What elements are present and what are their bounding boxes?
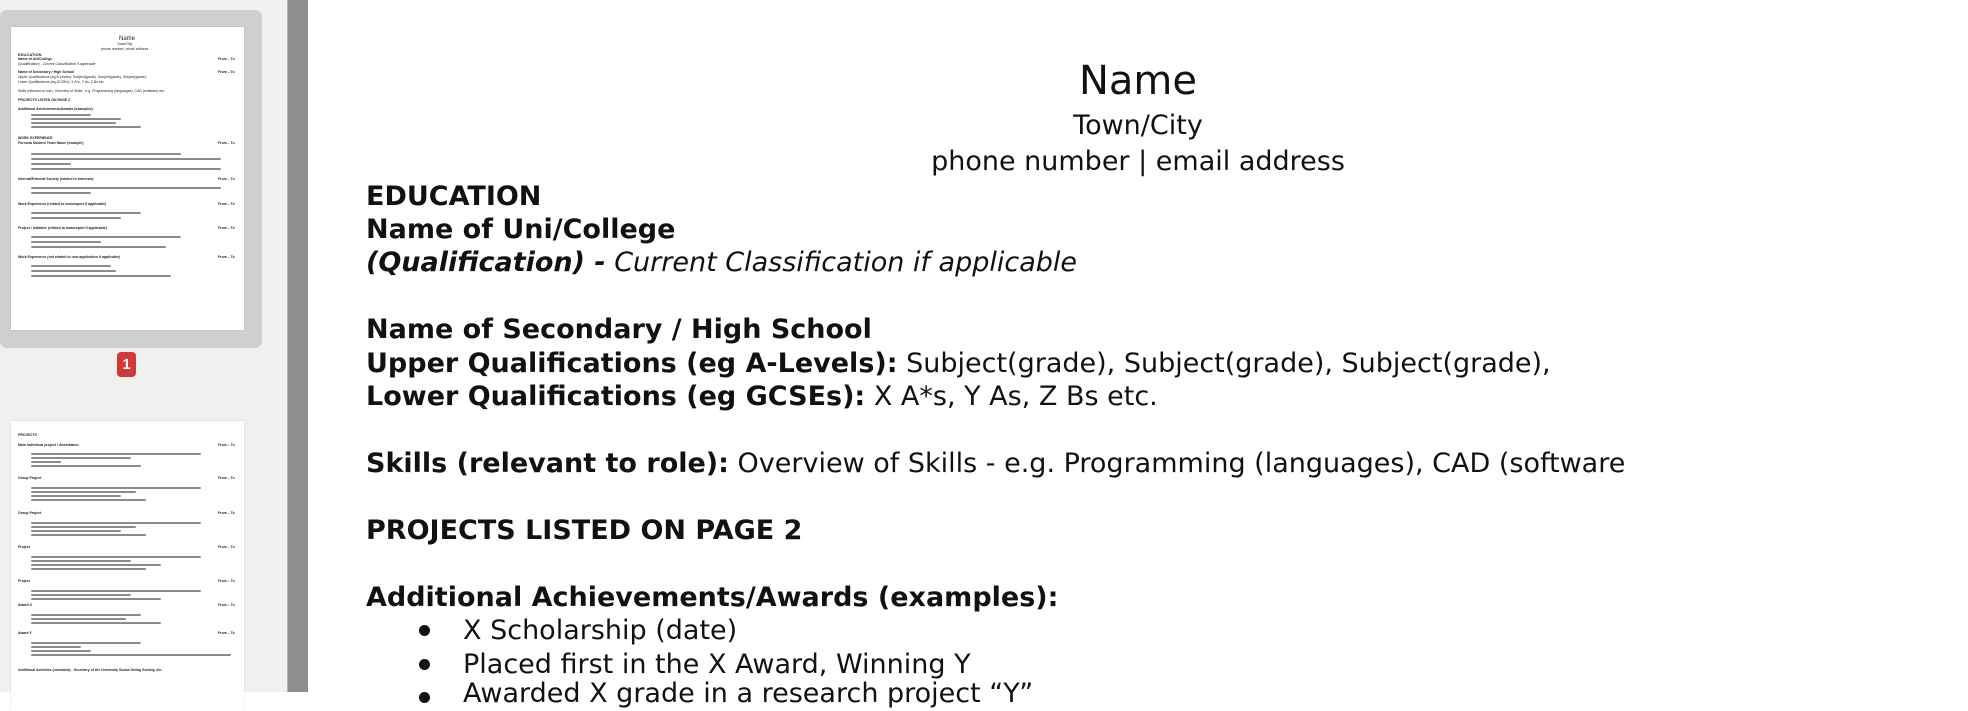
- thumb-text-line: [31, 158, 221, 160]
- thumb-text-line: [31, 598, 161, 600]
- thumb-text-line: [31, 534, 146, 536]
- education-heading: EDUCATION: [366, 181, 542, 212]
- upper-value: Subject(grade), Subject(grade), Subject(grade),: [906, 348, 1551, 379]
- skills-value: Overview of Skills - e.g. Programming (languages), CAD (software: [737, 448, 1626, 479]
- thumb2-main: Main individual project / dissertation: [18, 443, 79, 447]
- page-number-badge: 1: [117, 352, 136, 377]
- thumb-qualification: (Qualification) - Current Classification if applicable: [18, 62, 96, 66]
- lower-qualifications: [366, 383, 1158, 410]
- thumb-text-line: [31, 487, 201, 489]
- skills-label: Skills (relevant to role):: [366, 448, 729, 479]
- thumb-text-line: [31, 530, 121, 532]
- achievement-item: Placed first in the X Award, Winning Y: [463, 649, 971, 680]
- thumb-text-line: [31, 526, 136, 528]
- thumb2-additional: Additional Activities (unrelated) - Secretary of the University Scuba Diving Society, etc.: [18, 668, 163, 672]
- thumb-text-line: [31, 153, 181, 155]
- thumb-upper: Upper Qualifications (eg A-Levels): Subject(grade), Subject(grade), Subject(grade),: [18, 75, 147, 79]
- thumb-text-line: [31, 594, 131, 596]
- thumb2-from-to: From – To: [218, 443, 235, 447]
- thumb-text-line: [31, 192, 91, 194]
- thumb-education: EDUCATION: [18, 52, 42, 57]
- qualification-value: Current Classification if applicable: [614, 247, 1077, 278]
- thumb-text-line: [31, 236, 181, 238]
- thumb-town: Town/City: [117, 42, 133, 46]
- qualification-label: (Qualification) -: [366, 247, 606, 278]
- thumb-text-line: [31, 187, 221, 189]
- thumb-text-line: [31, 212, 141, 214]
- thumb-text-line: [31, 568, 146, 570]
- thumb-lower: Lower Qualifications (eg GCSEs): X A*s, Y As, Z Bs etc.: [18, 80, 105, 84]
- thumb-from-to: From – To: [218, 226, 235, 230]
- thumb-formula: Formula Student Team Name (example): [18, 141, 84, 145]
- thumb-text-line: [31, 265, 111, 267]
- thumb-text-line: [31, 461, 61, 463]
- thumb-text-line: [31, 126, 141, 128]
- thumb-from-to: From – To: [218, 255, 235, 259]
- thumb-text-line: [31, 453, 201, 455]
- thumb-text-line: [31, 495, 121, 497]
- thumb-text-line: [31, 499, 146, 501]
- thumb-text-line: [31, 168, 221, 170]
- thumb2-from-to: From – To: [218, 511, 235, 515]
- thumb2-project1: Project: [18, 545, 30, 549]
- thumb-from-to: From – To: [218, 177, 235, 181]
- achievement-item: Awarded X grade in a research project “Y”: [463, 678, 1034, 709]
- thumb-skills: Skills (relevant to role): Overview of Skills - e.g. Programming (languages), CAD (software) etc.: [18, 89, 166, 93]
- thumb2-group1: Group Project: [18, 476, 42, 480]
- thumb-text-line: [31, 522, 201, 524]
- lower-label: Lower Qualifications (eg GCSEs):: [366, 381, 866, 412]
- bullet-icon: [419, 692, 430, 703]
- thumb-workexp2: Work Experience (not related to new application if applicable): [18, 255, 121, 259]
- thumb-text-line: [31, 614, 141, 616]
- thumb-uni: Name of Uni/College: [18, 57, 53, 61]
- thumb-text-line: [31, 241, 101, 243]
- thumb-text-line: [31, 650, 91, 652]
- thumb2-award-x: Award X: [18, 603, 32, 607]
- thumb-name: Name: [119, 36, 136, 42]
- thumb-text-line: [31, 491, 136, 493]
- upper-qualifications: [366, 350, 1551, 377]
- school-name: Name of Secondary / High School: [366, 314, 872, 345]
- thumb-achievements: Additional Achievements/Awards (examples):: [18, 107, 94, 111]
- thumb-text-line: [31, 122, 116, 124]
- thumb2-projects: PROJECTS: [18, 433, 37, 437]
- thumb-workexp: Work Experience (related to motorsport if applicable): [18, 202, 107, 206]
- thumb-from-to: From – To: [218, 70, 235, 74]
- thumb-text-line: [31, 560, 131, 562]
- thumb-internal: Internal/External Society (related to interests): [18, 177, 94, 181]
- resume-contact: phone number | email address: [931, 146, 1345, 177]
- achievements-heading: Additional Achievements/Awards (examples):: [366, 582, 1059, 613]
- thumb2-from-to: From – To: [218, 579, 235, 583]
- thumb-text-line: [31, 564, 161, 566]
- thumb-contact: phone number | email address: [101, 47, 149, 51]
- thumb-text-line: [31, 465, 141, 467]
- thumb-text-line: [31, 618, 126, 620]
- thumb2-from-to: From – To: [218, 545, 235, 549]
- thumb2-from-to: From – To: [218, 631, 235, 635]
- qualification-line: [366, 249, 1077, 276]
- document-page: [308, 0, 1626, 709]
- thumb-text-line: [31, 642, 141, 644]
- thumb-work-heading: WORK EXPERIENCE: [18, 136, 53, 140]
- thumb-text-line: [31, 457, 131, 459]
- thumb-text-line: [31, 556, 201, 558]
- thumb-text-line: [31, 114, 91, 116]
- page-thumbnail-2[interactable]: [11, 421, 244, 711]
- thumb2-from-to: From – To: [218, 476, 235, 480]
- thumb-project: Project / Initiative (related to motorsport if applicable): [18, 226, 107, 230]
- thumbnail-sidebar: [0, 0, 287, 692]
- thumb-projects: PROJECTS LISTED ON PAGE 2: [18, 98, 71, 102]
- thumb-text-line: [31, 590, 201, 592]
- thumb-text-line: [31, 622, 161, 624]
- skills-line: [366, 450, 1625, 477]
- thumb-school: Name of Secondary / High School: [18, 70, 75, 74]
- thumb-text-line: [31, 646, 81, 648]
- thumb2-project2: Project: [18, 579, 30, 583]
- thumb-text-line: [31, 217, 121, 219]
- projects-note: PROJECTS LISTED ON PAGE 2: [366, 515, 803, 546]
- resume-town: Town/City: [1073, 110, 1203, 141]
- sidebar-divider-line: [287, 0, 288, 692]
- thumb-text-line: [31, 246, 166, 248]
- thumb-from-to: From – To: [218, 141, 235, 145]
- bullet-icon: [419, 625, 430, 636]
- thumb-text-line: [31, 163, 71, 165]
- thumb-text-line: [31, 270, 116, 272]
- thumb2-from-to: From – To: [218, 603, 235, 607]
- uni-name: Name of Uni/College: [366, 214, 676, 245]
- resume-name: Name: [1078, 58, 1197, 104]
- achievement-item: X Scholarship (date): [463, 615, 738, 646]
- thumb2-group2: Group Project: [18, 511, 42, 515]
- thumb-from-to: From – To: [218, 57, 235, 61]
- page-thumbnail-1[interactable]: [11, 27, 244, 330]
- thumb2-award-y: Award Y: [18, 631, 32, 635]
- upper-label: Upper Qualifications (eg A-Levels):: [366, 348, 898, 379]
- thumb-from-to: From – To: [218, 202, 235, 206]
- lower-value: X A*s, Y As, Z Bs etc.: [873, 381, 1158, 412]
- thumb-text-line: [31, 654, 231, 656]
- thumb-text-line: [31, 275, 171, 277]
- sidebar-divider[interactable]: [287, 0, 308, 692]
- thumb-text-line: [31, 118, 121, 120]
- bullet-icon: [419, 659, 430, 670]
